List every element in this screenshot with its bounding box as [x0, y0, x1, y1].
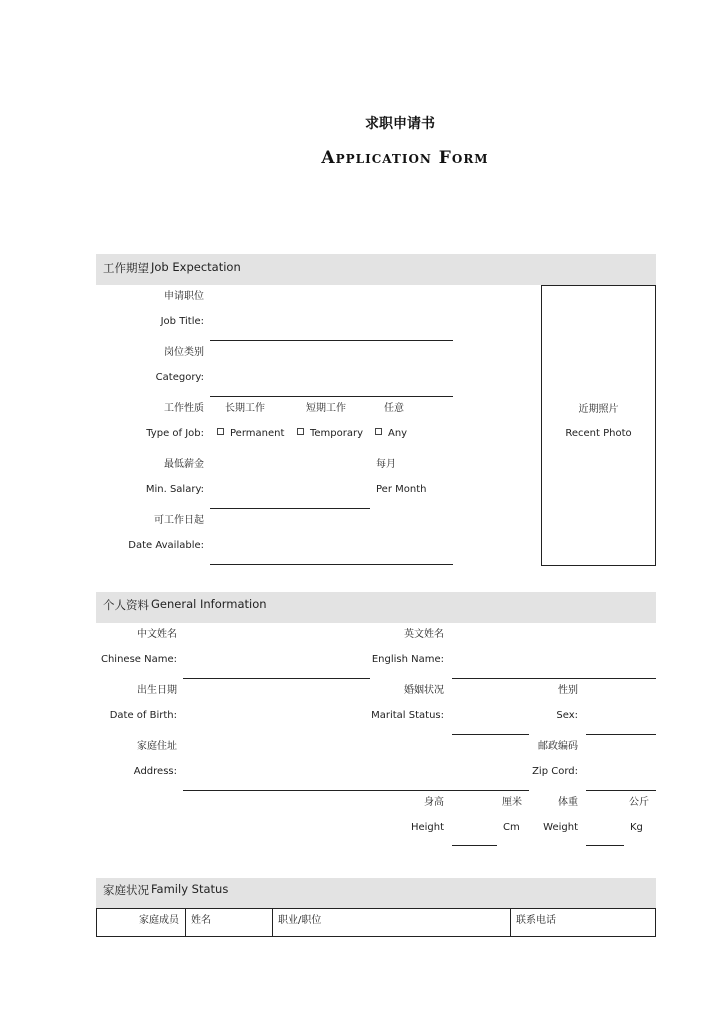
dob-label-cn: 出生日期	[137, 685, 177, 696]
date-available-label-cn: 可工作日起	[154, 515, 204, 526]
weight-field[interactable]	[586, 845, 624, 846]
photo-label-cn: 近期照片	[578, 404, 619, 415]
job-expectation-heading-cn: 工作期望	[103, 261, 149, 275]
general-heading-cn: 个人资料	[103, 598, 149, 612]
opt-any-label-cn: 任意	[384, 403, 404, 414]
height-label-en: Height	[410, 822, 444, 833]
checkbox-icon	[297, 428, 304, 435]
cm-unit-en: Cm	[503, 822, 520, 833]
opt-temporary-label-en: Temporary	[310, 428, 364, 439]
marital-status-field[interactable]	[452, 734, 529, 735]
general-heading-en: General Information	[151, 597, 267, 611]
job-expectation-heading-en: Job Expectation	[151, 260, 241, 274]
cm-unit-cn: 厘米	[502, 797, 522, 808]
family-col-name: 姓名	[191, 915, 211, 926]
salary-field[interactable]	[210, 508, 370, 509]
zip-code-field[interactable]	[586, 790, 656, 791]
family-status-header	[96, 878, 656, 908]
general-information-header	[96, 592, 656, 623]
chinese-name-label-cn: 中文姓名	[137, 629, 177, 640]
checkbox-icon	[217, 428, 224, 435]
job-title-label-en: Job Title:	[160, 316, 204, 327]
per-month-label-en: Per Month	[376, 484, 427, 495]
opt-any-checkbox[interactable]	[375, 428, 407, 439]
category-label-en: Category:	[155, 372, 204, 383]
weight-label-en: Weight	[543, 822, 578, 833]
marital-label-cn: 婚姻状况	[404, 685, 444, 696]
job-type-label-cn: 工作性质	[164, 403, 204, 414]
zip-label-cn: 邮政编码	[538, 741, 578, 752]
photo-box[interactable]	[541, 285, 656, 566]
checkbox-icon	[375, 428, 382, 435]
date-available-label-en: Date Available:	[128, 540, 204, 551]
salary-label-en: Min. Salary:	[145, 484, 204, 495]
kg-unit-en: Kg	[630, 822, 643, 833]
kg-unit-cn: 公斤	[629, 797, 649, 808]
chinese-name-label-en: Chinese Name:	[100, 654, 177, 665]
opt-any-label-en: Any	[388, 428, 408, 439]
salary-label-cn: 最低薪金	[164, 459, 204, 470]
family-col-phone: 联系电话	[516, 915, 556, 926]
family-heading-en: Family Status	[151, 882, 229, 896]
opt-temporary-label-cn: 短期工作	[306, 403, 346, 414]
zip-label-en: Zip Cord:	[532, 766, 578, 777]
photo-label-en: Recent Photo	[565, 428, 632, 439]
english-name-field[interactable]	[452, 678, 656, 679]
height-field[interactable]	[452, 845, 497, 846]
address-field[interactable]	[183, 790, 529, 791]
job-type-label-en: Type of Job:	[146, 428, 204, 439]
family-col-member: 家庭成员	[139, 915, 179, 926]
category-label-cn: 岗位类别	[164, 347, 204, 358]
family-heading-cn: 家庭状况	[103, 883, 149, 897]
form-title-en: Application Form	[321, 148, 489, 168]
height-label-cn: 身高	[424, 797, 444, 808]
english-name-label-cn: 英文姓名	[404, 629, 444, 640]
family-col-occupation: 职业/职位	[278, 915, 322, 926]
weight-label-cn: 体重	[558, 797, 578, 808]
english-name-label-en: English Name:	[371, 654, 444, 665]
opt-permanent-label-en: Permanent	[230, 428, 285, 439]
opt-permanent-label-cn: 长期工作	[225, 403, 265, 414]
address-label-en: Address:	[133, 766, 177, 777]
opt-temporary-checkbox[interactable]	[297, 428, 363, 439]
category-field[interactable]	[210, 396, 453, 397]
date-available-field[interactable]	[210, 564, 453, 565]
sex-field[interactable]	[586, 734, 656, 735]
column-divider	[272, 909, 273, 936]
job-title-label-cn: 申请职位	[164, 291, 204, 302]
address-label-cn: 家庭住址	[137, 741, 177, 752]
per-month-label-cn: 每月	[376, 459, 396, 470]
dob-label-en: Date of Birth:	[109, 710, 177, 721]
family-table	[96, 908, 656, 937]
chinese-name-field[interactable]	[183, 678, 370, 679]
opt-permanent-checkbox[interactable]	[217, 428, 284, 439]
job-title-field[interactable]	[210, 340, 453, 341]
marital-label-en: Marital Status:	[371, 710, 444, 721]
sex-label-en: Sex:	[556, 710, 578, 721]
form-title-cn: 求职申请书	[365, 116, 435, 132]
sex-label-cn: 性别	[558, 685, 578, 696]
column-divider	[185, 909, 186, 936]
column-divider	[510, 909, 511, 936]
job-expectation-header	[96, 254, 656, 285]
